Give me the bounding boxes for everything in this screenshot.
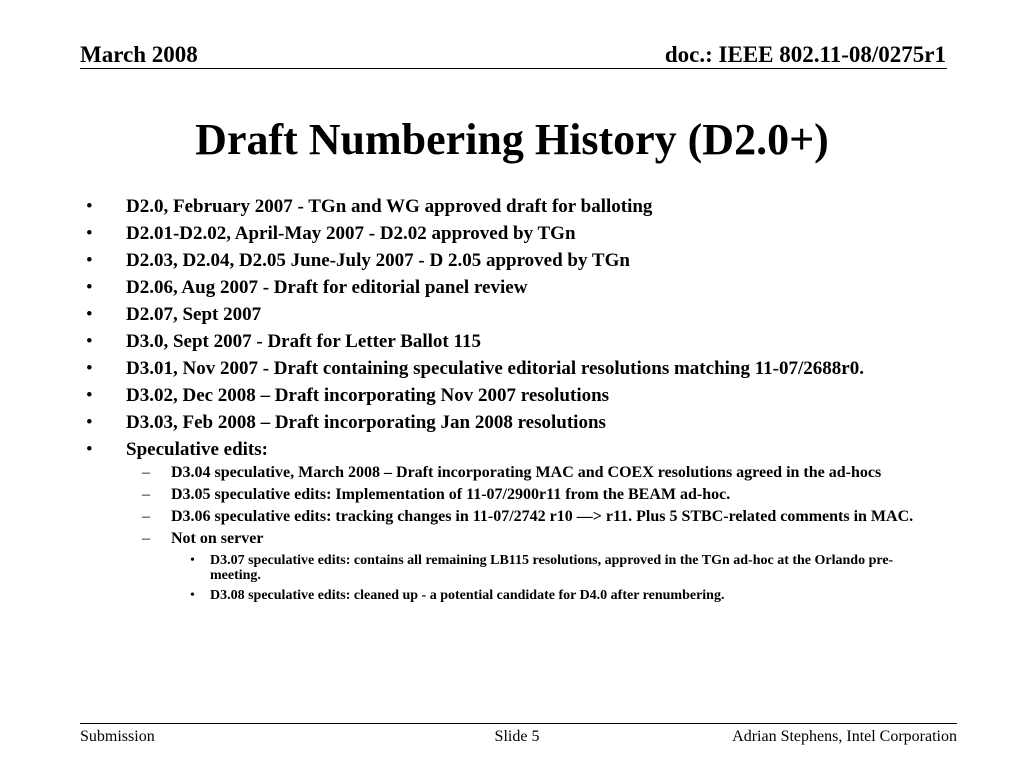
bullet-text: D2.06, Aug 2007 - Draft for editorial panel review [126, 277, 528, 298]
bullet-text: D2.03, D2.04, D2.05 June-July 2007 - D 2.05 approved by TGn [126, 250, 630, 271]
bullet-marker: • [86, 439, 93, 460]
header-date: March 2008 [80, 42, 198, 67]
bullet-item [86, 224, 936, 244]
bullet-marker: • [86, 250, 93, 271]
bullet-text: D2.01-D2.02, April-May 2007 - D2.02 approved by TGn [126, 223, 576, 244]
bullet-marker: – [142, 530, 150, 547]
slide-title: Draft Numbering History (D2.0+) [195, 115, 829, 164]
slide-body [86, 190, 936, 603]
bullet-text: D3.02, Dec 2008 – Draft incorporating Nov 2007 resolutions [126, 385, 610, 406]
bullet-marker: • [86, 412, 93, 433]
sub-bullet-item [126, 508, 936, 526]
sub-sub-bullet-item [171, 553, 936, 583]
bullet-text: D3.08 speculative edits: cleaned up - a potential candidate for D4.0 after renumbering. [210, 588, 725, 603]
bullet-item [86, 440, 936, 603]
bullet-marker: – [142, 486, 150, 503]
bullet-text: D2.07, Sept 2007 [126, 304, 262, 325]
bullet-item [86, 305, 936, 325]
footer-author: Adrian Stephens, Intel Corporation [732, 728, 957, 745]
sub-bullet-item [126, 530, 936, 603]
bullet-marker: • [86, 358, 93, 379]
bullet-marker: • [86, 196, 93, 217]
bullet-marker: • [86, 277, 93, 298]
bullet-text: D3.01, Nov 2007 - Draft containing speculative editorial resolutions matching 11-07/2688r0. [126, 358, 864, 379]
bullet-marker: • [190, 588, 195, 603]
footer-submission: Submission [80, 728, 155, 745]
bullet-text: D3.03, Feb 2008 – Draft incorporating Jan 2008 resolutions [126, 412, 606, 433]
bullet-item [86, 251, 936, 271]
bullet-marker: • [86, 304, 93, 325]
sub-bullet-item [126, 486, 936, 504]
sub-list [171, 553, 936, 603]
header-doc-id: doc.: IEEE 802.11-08/0275r1 [664, 42, 946, 67]
sub-bullet-item [126, 464, 936, 482]
bullet-marker: – [142, 464, 150, 481]
bullet-list [86, 197, 936, 603]
bullet-text: D2.0, February 2007 - TGn and WG approved draft for balloting [126, 196, 653, 217]
bullet-item [86, 413, 936, 433]
footer-slide-number: Slide 5 [494, 728, 540, 745]
bullet-marker: • [86, 385, 93, 406]
bullet-item [86, 278, 936, 298]
sub-sub-bullet-item [171, 588, 936, 603]
bullet-item [86, 386, 936, 406]
bullet-text: Not on server [171, 530, 264, 547]
bullet-item [86, 197, 936, 217]
bullet-marker: • [190, 553, 195, 568]
bullet-text: D3.05 speculative edits: Implementation of 11-07/2900r11 from the BEAM ad-hoc. [171, 486, 731, 503]
footer-divider [80, 723, 957, 724]
bullet-marker: – [142, 508, 150, 525]
bullet-text: D3.0, Sept 2007 - Draft for Letter Ballot 115 [126, 331, 481, 352]
header-divider [80, 68, 947, 69]
bullet-item [86, 332, 936, 352]
bullet-text: D3.04 speculative, March 2008 – Draft incorporating MAC and COEX resolutions agreed in the ad-hocs [171, 464, 882, 481]
bullet-marker: • [86, 331, 93, 352]
bullet-item [86, 359, 936, 379]
bullet-text: D3.06 speculative edits: tracking changes in 11-07/2742 r10 —> r11. Plus 5 STBC-related comments in MAC. [171, 508, 914, 525]
bullet-text: D3.07 speculative edits: contains all remaining LB115 resolutions, approved in the TGn ad-hoc at the Orlando pre-meeting. [210, 553, 894, 583]
bullet-marker: • [86, 223, 93, 244]
bullet-text: Speculative edits: [126, 439, 268, 460]
sub-list [126, 464, 936, 603]
